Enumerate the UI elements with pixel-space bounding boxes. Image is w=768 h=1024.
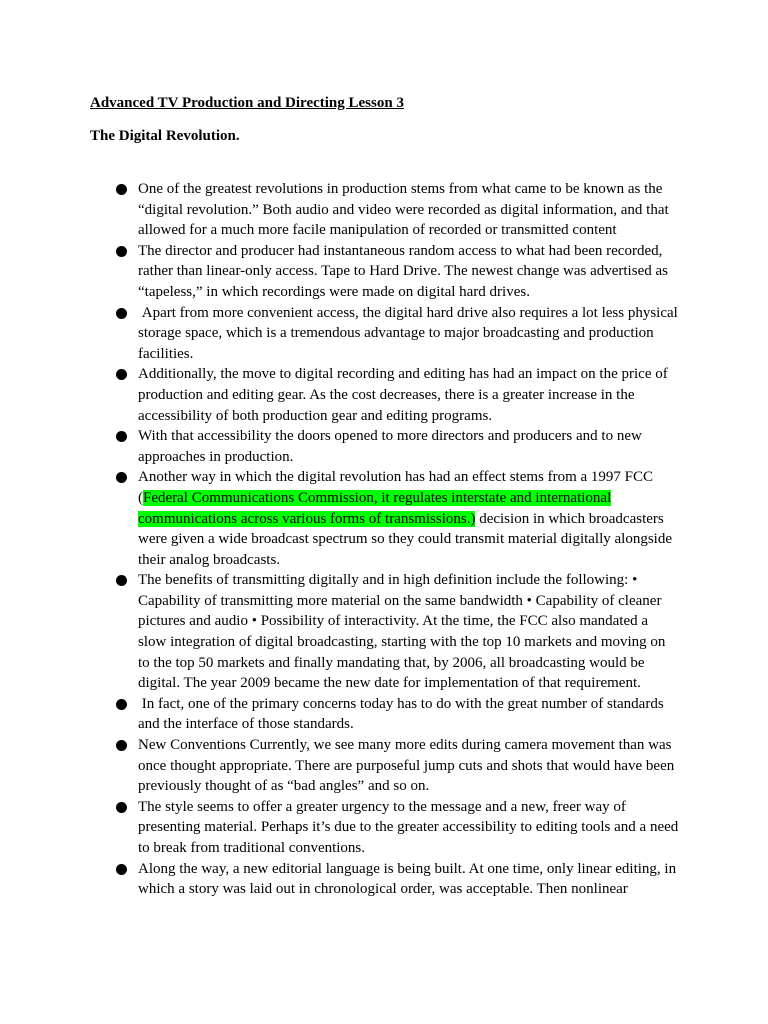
- bullet-icon: [116, 699, 127, 710]
- bullet-text: One of the greatest revolutions in production stems from what came to be known as the “digital revolution.” Both audio and video were recorded as digital information, and that allowed for a much more facile manipulation of recorded or transmitted content: [138, 181, 669, 239]
- list-item: [0, 179, 680, 241]
- list-item: [0, 241, 680, 303]
- bullet-text-after: decision in which broadcasters were given a wide broadcast spectrum so they could transmit material digitally alongside their analog broadcasts.: [138, 510, 673, 568]
- list-item: [0, 570, 680, 694]
- list-item: [0, 859, 680, 900]
- list-item: [0, 467, 680, 570]
- bullet-text: Apart from more convenient access, the digital hard drive also requires a lot less physical storage space, which is a tremendous advantage to major broadcasting and production facilities.: [138, 304, 678, 362]
- bullet-icon: [116, 864, 127, 875]
- bullet-icon: [116, 575, 127, 586]
- list-item: [0, 694, 680, 735]
- list-item: [0, 303, 680, 365]
- bullet-icon: [116, 431, 127, 442]
- list-item: [0, 364, 680, 426]
- list-item: [0, 426, 680, 467]
- bullet-text: The benefits of transmitting digitally and in high definition include the following: • Capability of transmitting more material on the same bandwidth • Capability of cleaner pictures and audio • Possibility of interactivity. At the time, the FCC also mandated a slow integration of digital broadcasting, starting with the top 10 markets and moving on to the top 50 markets and finally mandating that, by 2006, all broadcasting would be digital. The year 2009 became the new date for implementation of that requirement.: [138, 572, 666, 692]
- bullet-text-before: Another way in which the digital revolution has had an effect stems from a 1997 FCC (: [138, 469, 654, 506]
- bullet-icon: [116, 472, 127, 483]
- highlighted-text: Federal Communications Commission, it regulates interstate and international communications across various forms of transmissions.): [138, 489, 612, 527]
- bullet-text: The director and producer had instantaneous random access to what had been recorded, rather than linear-only access. Tape to Hard Drive. The newest change was advertised as “tapeless,” in which recordings were made on digital hard drives.: [138, 242, 668, 300]
- bullet-text: With that accessibility the doors opened to more directors and producers and to new approaches in production.: [138, 428, 642, 465]
- bullet-list: [0, 179, 768, 900]
- bullet-text: The style seems to offer a greater urgency to the message and a new, freer way of presenting material. Perhaps it’s due to the greater accessibility to editing tools and a need to break from traditional conventions.: [138, 798, 679, 856]
- bullet-text: Additionally, the move to digital recording and editing has had an impact on the price of production and editing gear. As the cost decreases, there is a greater increase in the accessibility of both production gear and editing programs.: [138, 366, 668, 424]
- bullet-icon: [116, 246, 127, 257]
- bullet-icon: [116, 740, 127, 751]
- list-item: [0, 797, 680, 859]
- bullet-icon: [116, 308, 127, 319]
- bullet-text: In fact, one of the primary concerns today has to do with the great number of standards and the interface of those standards.: [138, 695, 664, 733]
- bullet-icon: [116, 369, 127, 380]
- bullet-text: New Conventions Currently, we see many more edits during camera movement than was once thought appropriate. There are purposeful jump cuts and shots that would have been previously thought of as “bad angles” and so on.: [138, 737, 675, 795]
- document-title: Advanced TV Production and Directing Lesson 3: [90, 95, 404, 111]
- bullet-icon: [116, 184, 127, 195]
- section-heading: The Digital Revolution.: [90, 128, 240, 144]
- list-item: [0, 735, 680, 797]
- bullet-icon: [116, 802, 127, 813]
- bullet-text: Along the way, a new editorial language is being built. At one time, only linear editing, in which a story was laid out in chronological order, was acceptable. Then nonlinear: [138, 860, 677, 898]
